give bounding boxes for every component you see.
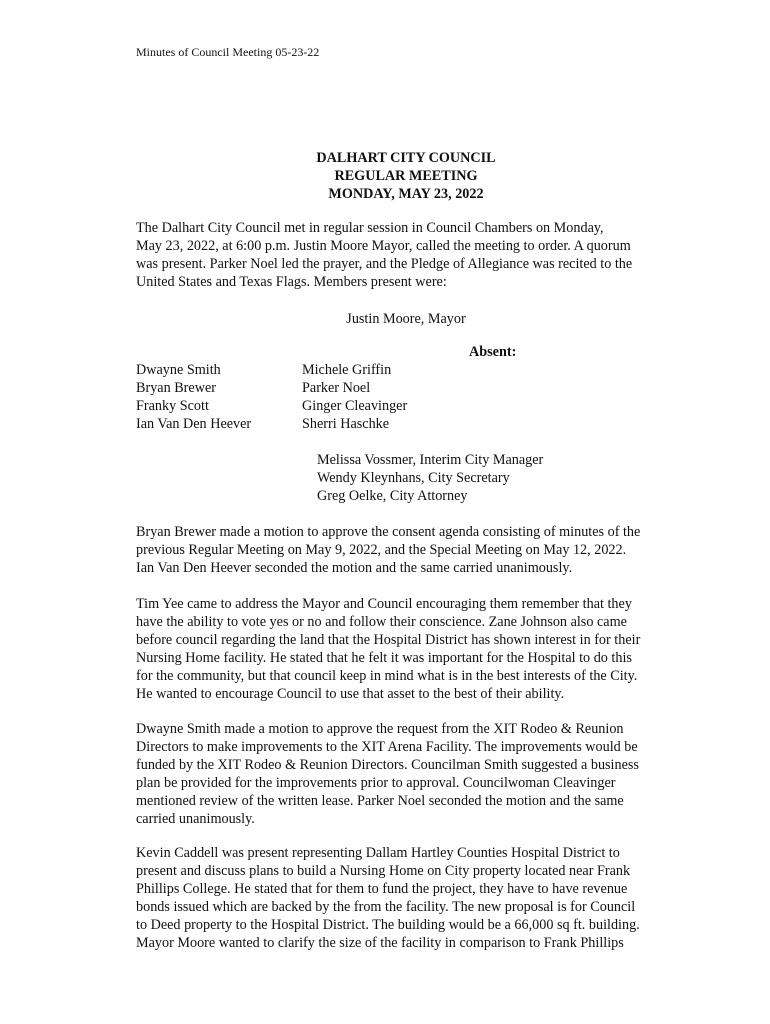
meeting-title [136, 149, 676, 203]
paragraph-line: carried unanimously. [136, 811, 255, 828]
member-name: Sherri Haschke [302, 416, 390, 432]
paragraph-line: He wanted to encourage Council to use that asset to the best of their ability. [136, 686, 565, 703]
member-name: Bryan Brewer [136, 380, 216, 396]
intro-paragraph [136, 219, 676, 291]
xit-rodeo-paragraph [136, 720, 676, 829]
paragraph-line: funded by the XIT Rodeo & Reunion Directors. Councilman Smith suggested a business [136, 757, 639, 774]
paragraph-line: previous Regular Meeting on May 9, 2022, and the Special Meeting on May 12, 2022. [136, 542, 627, 559]
nursing-home-paragraph [136, 844, 676, 953]
paragraph-line: plan be provided for the improvements prior to approval. Councilwoman Cleavinger [136, 775, 616, 792]
members-right-column [302, 361, 407, 433]
paragraph-line: mentioned review of the written lease. Parker Noel seconded the motion and the same [136, 793, 624, 810]
public-comment-paragraph [136, 595, 676, 704]
title-line-council: DALHART CITY COUNCIL [316, 150, 496, 166]
intro-line: was present. Parker Noel led the prayer, and the Pledge of Allegiance was recited to the [136, 256, 633, 273]
paragraph-line: present and discuss plans to build a Nursing Home on City property located near Frank [136, 863, 631, 880]
member-name: Franky Scott [136, 398, 209, 414]
member-name: Ginger Cleavinger [302, 398, 408, 414]
paragraph-line: Dwayne Smith made a motion to approve the request from the XIT Rodeo & Reunion [136, 721, 624, 737]
paragraph-line: bonds issued which are backed by the from the facility. The new proposal is for Council [136, 899, 636, 916]
paragraph-line: Bryan Brewer made a motion to approve the consent agenda consisting of minutes of the [136, 524, 641, 540]
mayor-attendee: Justin Moore, Mayor [346, 311, 466, 327]
staff-member: Melissa Vossmer, Interim City Manager [317, 452, 544, 468]
consent-agenda-paragraph [136, 523, 676, 577]
paragraph-line: Nursing Home facility. He stated that he felt it was important for the Hospital to do this [136, 650, 632, 667]
member-name: Dwayne Smith [136, 362, 221, 378]
intro-line: United States and Texas Flags. Members present were: [136, 274, 447, 291]
paragraph-line: have the ability to vote yes or no and follow their conscience. Zane Johnson also came [136, 614, 627, 631]
title-line-meeting-type: REGULAR MEETING [334, 168, 478, 184]
paragraph-line: before council regarding the land that the Hospital District has shown interest in for their [136, 632, 641, 649]
paragraph-line: Directors to make improvements to the XIT Arena Facility. The improvements would be [136, 739, 638, 756]
paragraph-line: Kevin Caddell was present representing Dallam Hartley Counties Hospital District to [136, 845, 620, 861]
intro-line: May 23, 2022, at 6:00 p.m. Justin Moore Mayor, called the meeting to order. A quorum [136, 238, 631, 255]
paragraph-line: for the community, but that council keep in mind what is in the best interests of the City. [136, 668, 638, 685]
paragraph-line: Phillips College. He stated that for them to fund the project, they have to have revenue [136, 881, 628, 898]
staff-member: Greg Oelke, City Attorney [317, 488, 468, 504]
staff-member: Wendy Kleynhans, City Secretary [317, 470, 510, 486]
member-name: Parker Noel [302, 380, 371, 396]
paragraph-line: Mayor Moore wanted to clarify the size of the facility in comparison to Frank Phillips [136, 935, 624, 952]
absent-label: Absent: [469, 344, 517, 360]
paragraph-line: Ian Van Den Heever seconded the motion and the same carried unanimously. [136, 560, 573, 577]
member-name: Michele Griffin [302, 362, 392, 378]
running-header: Minutes of Council Meeting 05-23-22 [136, 45, 320, 59]
paragraph-line: Tim Yee came to address the Mayor and Council encouraging them remember that they [136, 596, 632, 612]
paragraph-line: to Deed property to the Hospital District. The building would be a 66,000 sq ft. building. [136, 917, 640, 934]
intro-line: The Dalhart City Council met in regular session in Council Chambers on Monday, [136, 220, 604, 236]
staff-list [317, 451, 543, 505]
member-name: Ian Van Den Heever [136, 416, 252, 432]
title-line-date: MONDAY, MAY 23, 2022 [328, 186, 484, 202]
members-left-column [136, 361, 251, 433]
